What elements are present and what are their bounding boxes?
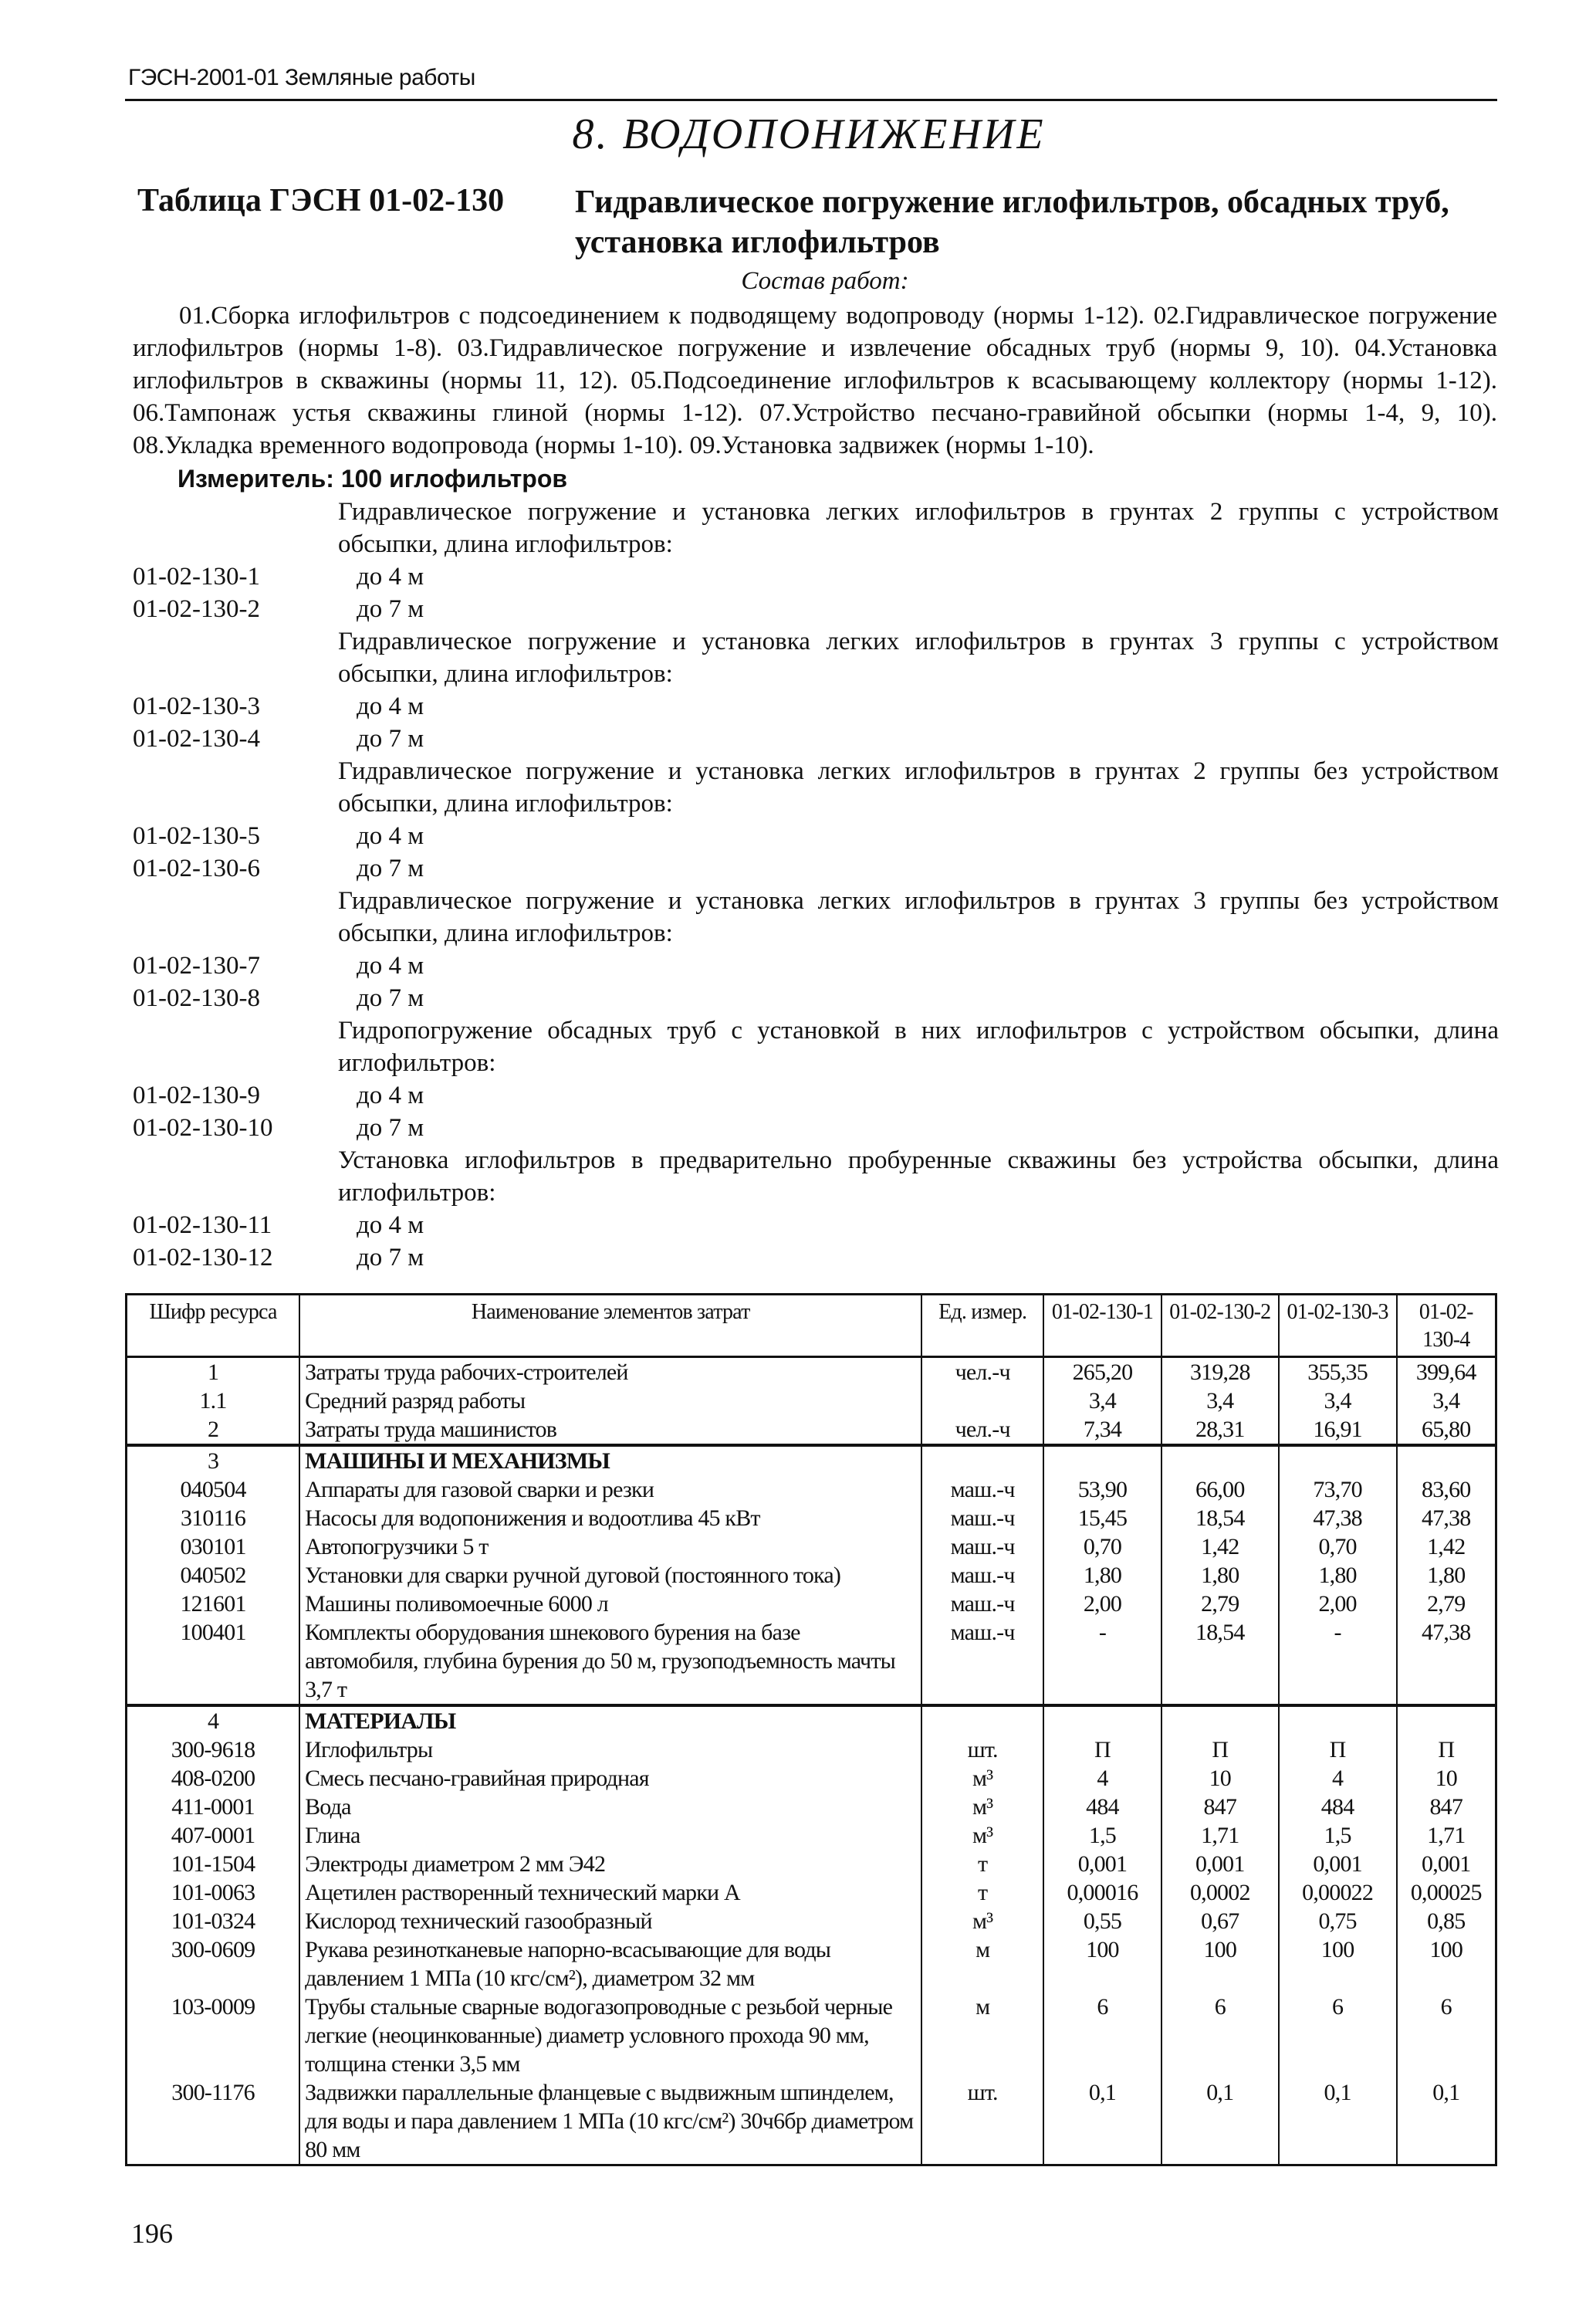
unit: маш.-ч [921,1590,1043,1618]
norm-value [1397,1705,1496,1735]
norm-value: 3,4 [1397,1387,1496,1415]
table-row [127,1735,1496,1764]
norm-code: 01-02-130-9 [133,1082,260,1109]
column-header: 01-02-130-2 [1161,1295,1279,1357]
table-header-row [127,1295,1496,1357]
unit: шт. [921,2078,1043,2165]
norm-value [1043,1445,1161,1475]
column-header: 01-02-130-4 [1397,1295,1496,1357]
norm-item [133,852,1499,885]
norm-value: 47,38 [1397,1504,1496,1532]
norm-item [133,1241,1499,1274]
norm-value: 0,001 [1161,1850,1279,1878]
resource-code: 100401 [127,1618,300,1705]
norm-item [133,690,1499,723]
norm-value: 0,75 [1279,1907,1397,1935]
norm-value: 3,4 [1161,1387,1279,1415]
resource-code: 300-0609 [127,1935,300,1993]
norm-length: до 4 м [357,563,424,591]
table-title: Гидравлическое погружение иглофильтров, обсадных труб, установка иглофильтров [575,185,1449,260]
norm-value: 1,5 [1279,1821,1397,1850]
norm-value: 1,80 [1161,1561,1279,1590]
table-row [127,1387,1496,1415]
unit: маш.-ч [921,1618,1043,1705]
unit: м [921,1993,1043,2078]
norm-length: до 7 м [357,1114,424,1142]
norm-value: 265,20 [1043,1357,1161,1387]
norm-value: 65,80 [1397,1415,1496,1445]
norm-value: 1,42 [1161,1532,1279,1561]
column-header: 01-02-130-1 [1043,1295,1161,1357]
unit: маш.-ч [921,1475,1043,1504]
norm-value: 0,00016 [1043,1878,1161,1907]
norm-value: 0,1 [1279,2078,1397,2165]
norm-value: П [1043,1735,1161,1764]
norm-value: 0,00022 [1279,1878,1397,1907]
unit: шт. [921,1735,1043,1764]
table-row [127,1504,1496,1532]
norm-value: 6 [1043,1993,1161,2078]
table-row [127,1618,1496,1705]
norm-length: до 4 м [357,1082,424,1109]
norm-value: 0,55 [1043,1907,1161,1935]
table-row [127,1793,1496,1821]
norm-value [1161,1445,1279,1475]
norm-value: 355,35 [1279,1357,1397,1387]
norm-value: 6 [1397,1993,1496,2078]
norm-code: 01-02-130-12 [133,1244,273,1271]
norm-value: 1,71 [1397,1821,1496,1850]
norm-value: 0,1 [1043,2078,1161,2165]
norm-value: - [1043,1618,1161,1705]
resource-name: Затраты труда рабочих-строителей [299,1357,921,1387]
running-header: ГЭСН-2001-01 Земляные работы [128,65,475,90]
resource-name: Аппараты для газовой сварки и резки [299,1475,921,1504]
unit: маш.-ч [921,1504,1043,1532]
norm-code: 01-02-130-5 [133,822,260,850]
norm-value: 2,79 [1161,1590,1279,1618]
norm-value: 0,67 [1161,1907,1279,1935]
resource-name: Установки для сварки ручной дуговой (постоянного тока) [299,1561,921,1590]
resource-code: 2 [127,1415,300,1445]
norm-value: 4 [1279,1764,1397,1793]
norm-list [133,496,1499,1274]
resource-name: МАТЕРИАЛЫ [299,1705,921,1735]
unit [921,1445,1043,1475]
table-row [127,1878,1496,1907]
unit: м³ [921,1764,1043,1793]
norm-value: 0,0002 [1161,1878,1279,1907]
column-header: 01-02-130-3 [1279,1295,1397,1357]
norm-group-text: Гидропогружение обсадных труб с установкой в них иглофильтров с устройством обсыпки, длина иглофильтров: [338,1017,1499,1077]
resource-name: Трубы стальные сварные водогазопроводные с резьбой черные легкие (неоцинкованные) диаметр условного прохода 90 мм, толщина стенки 3,5 мм [299,1993,921,2078]
section-title: 8. ВОДОПОНИЖЕНИЕ [572,110,1046,158]
unit: чел.-ч [921,1357,1043,1387]
resource-code: 408-0200 [127,1764,300,1793]
norm-value: 47,38 [1279,1504,1397,1532]
norm-value: 0,001 [1397,1850,1496,1878]
table-row [127,1357,1496,1387]
unit [921,1705,1043,1735]
norm-value: 18,54 [1161,1618,1279,1705]
norm-value: 2,00 [1279,1590,1397,1618]
resource-code: 030101 [127,1532,300,1561]
norm-value: 0,1 [1161,2078,1279,2165]
resource-name: Средний разряд работы [299,1387,921,1415]
norm-length: до 7 м [357,725,424,753]
resource-code: 101-0063 [127,1878,300,1907]
norm-code: 01-02-130-1 [133,563,260,591]
norm-item [133,593,1499,625]
resource-code: 1.1 [127,1387,300,1415]
norm-value: 0,1 [1397,2078,1496,2165]
norm-length: до 4 м [357,952,424,980]
table-row [127,1561,1496,1590]
unit: м³ [921,1793,1043,1821]
norm-value: 3,4 [1279,1387,1397,1415]
norm-length: до 4 м [357,822,424,850]
norm-value: 16,91 [1279,1415,1397,1445]
norm-code: 01-02-130-11 [133,1211,272,1239]
norm-value [1279,1705,1397,1735]
resource-name: Кислород технический газообразный [299,1907,921,1935]
norm-value: 1,5 [1043,1821,1161,1850]
norm-group-text: Установка иглофильтров в предварительно пробуренные скважины без устройства обсыпки, длина иглофильтров: [338,1146,1499,1207]
norm-length: до 7 м [357,595,424,623]
norm-value: 1,80 [1397,1561,1496,1590]
resource-code: 3 [127,1445,300,1475]
norm-code: 01-02-130-6 [133,855,260,882]
norm-value: 3,4 [1043,1387,1161,1415]
table-row [127,1850,1496,1878]
table-row [127,2078,1496,2165]
resource-code: 300-9618 [127,1735,300,1764]
resource-name: Машины поливомоечные 6000 л [299,1590,921,1618]
table-row [127,1475,1496,1504]
norm-value: 0,70 [1279,1532,1397,1561]
norm-value: П [1279,1735,1397,1764]
norm-length: до 7 м [357,984,424,1012]
norm-value [1161,1705,1279,1735]
norm-value: 0,70 [1043,1532,1161,1561]
norm-item [133,723,1499,755]
table-row [127,1532,1496,1561]
resource-code: 121601 [127,1590,300,1618]
norm-length: до 7 м [357,855,424,882]
work-heading: Состав работ: [741,267,909,295]
norm-item [133,1079,1499,1112]
table-label: Таблица ГЭСН 01-02-130 [137,183,505,218]
unit: м³ [921,1907,1043,1935]
norm-value: 10 [1397,1764,1496,1793]
norm-value: 484 [1279,1793,1397,1821]
norm-value [1043,1705,1161,1735]
resource-code: 101-1504 [127,1850,300,1878]
resource-name: Автопогрузчики 5 т [299,1532,921,1561]
norm-code: 01-02-130-8 [133,984,260,1012]
norm-code: 01-02-130-7 [133,952,260,980]
table-row [127,1445,1496,1475]
norm-value: 0,001 [1043,1850,1161,1878]
resource-name: Вода [299,1793,921,1821]
norm-item [133,560,1499,593]
unit: маш.-ч [921,1532,1043,1561]
resource-code: 040502 [127,1561,300,1590]
unit: м³ [921,1821,1043,1850]
resource-code: 1 [127,1357,300,1387]
resource-code: 300-1176 [127,2078,300,2165]
norm-value: 100 [1043,1935,1161,1993]
norm-code: 01-02-130-2 [133,595,260,623]
resource-name: Электроды диаметром 2 мм Э42 [299,1850,921,1878]
resource-code: 4 [127,1705,300,1735]
table-row [127,1907,1496,1935]
table-row [127,1590,1496,1618]
norm-value [1397,1445,1496,1475]
resource-table [125,1293,1497,2166]
norm-group-text: Гидравлическое погружение и установка легких иглофильтров в грунтах 2 группы без устройством обсыпки, длина иглофильтров: [338,757,1499,818]
column-header: Ед. измер. [921,1295,1043,1357]
norm-value: - [1279,1618,1397,1705]
norm-length: до 4 м [357,692,424,720]
unit: т [921,1878,1043,1907]
norm-value: 1,42 [1397,1532,1496,1561]
resource-name: Смесь песчано-гравийная природная [299,1764,921,1793]
norm-value: 847 [1397,1793,1496,1821]
resource-name: МАШИНЫ И МЕХАНИЗМЫ [299,1445,921,1475]
table-row [127,1993,1496,2078]
work-composition: 01.Сборка иглофильтров с подсоединением к подводящему водопроводу (нормы 1-12). 02.Гидравлическое погружение иглофильтров (нормы 1-8). 03.Гидравлическое погружение и извлечение обсадных труб (нормы 9, 10). 04.Установка иглофильтров в скважины (нормы 11, 12). 05.Подсоединение иглофильтров к всасывающему коллектору (нормы 1-12). 06.Тампонаж устья скважины глиной (нормы 1-12). 07.Устройство песчано-гравийной обсыпки (нормы 1-4, 9, 10). 08.Укладка временного водопровода (нормы 1-10). 09.Установка задвижек (нормы 1-10). [133,302,1497,459]
unit [921,1387,1043,1415]
norm-value: 100 [1161,1935,1279,1993]
norm-value: 1,80 [1043,1561,1161,1590]
norm-group-text: Гидравлическое погружение и установка легких иглофильтров в грунтах 2 группы с устройством обсыпки, длина иглофильтров: [338,498,1499,558]
norm-item [133,820,1499,852]
norm-value: 7,34 [1043,1415,1161,1445]
resource-name: Насосы для водопонижения и водоотлива 45 кВт [299,1504,921,1532]
norm-value: 6 [1279,1993,1397,2078]
resource-code: 310116 [127,1504,300,1532]
unit: чел.-ч [921,1415,1043,1445]
norm-length: до 4 м [357,1211,424,1239]
norm-value: 319,28 [1161,1357,1279,1387]
resource-code: 101-0324 [127,1907,300,1935]
norm-value: 73,70 [1279,1475,1397,1504]
resource-code: 103-0009 [127,1993,300,2078]
norm-value: П [1397,1735,1496,1764]
norm-group-text: Гидравлическое погружение и установка легких иглофильтров в грунтах 3 группы без устройством обсыпки, длина иглофильтров: [338,887,1499,947]
page-number: 196 [131,2218,173,2249]
norm-value: 847 [1161,1793,1279,1821]
resource-name: Иглофильтры [299,1735,921,1764]
norm-value: 0,00025 [1397,1878,1496,1907]
resource-code: 411-0001 [127,1793,300,1821]
norm-value: 53,90 [1043,1475,1161,1504]
table-row [127,1415,1496,1445]
norm-value: 28,31 [1161,1415,1279,1445]
norm-value: 18,54 [1161,1504,1279,1532]
norm-value: 2,00 [1043,1590,1161,1618]
header-rule [125,99,1497,101]
norm-value: 1,71 [1161,1821,1279,1850]
table-row [127,1935,1496,1993]
resource-name: Комплекты оборудования шнекового бурения на базе автомобиля, глубина бурения до 50 м, грузоподъемность мачты 3,7 т [299,1618,921,1705]
norm-value: 100 [1279,1935,1397,1993]
norm-value: П [1161,1735,1279,1764]
norm-item [133,950,1499,982]
norm-value: 1,80 [1279,1561,1397,1590]
norm-group-text: Гидравлическое погружение и установка легких иглофильтров в грунтах 3 группы с устройством обсыпки, длина иглофильтров: [338,628,1499,688]
norm-value: 10 [1161,1764,1279,1793]
resource-code: 407-0001 [127,1821,300,1850]
norm-item [133,1112,1499,1144]
norm-value: 484 [1043,1793,1161,1821]
norm-item [133,1209,1499,1241]
norm-value: 2,79 [1397,1590,1496,1618]
norm-code: 01-02-130-3 [133,692,260,720]
resource-name: Ацетилен растворенный технический марки А [299,1878,921,1907]
resource-name: Задвижки параллельные фланцевые с выдвижным шпинделем, для воды и пара давлением 1 МПа (10 кгс/см²) 30ч6бр диаметром 80 мм [299,2078,921,2165]
column-header: Шифр ресурса [127,1295,300,1357]
table-row [127,1821,1496,1850]
norm-value: 83,60 [1397,1475,1496,1504]
norm-item [133,982,1499,1014]
norm-code: 01-02-130-10 [133,1114,273,1142]
column-header: Наименование элементов затрат [299,1295,921,1357]
table-row [127,1705,1496,1735]
norm-value: 66,00 [1161,1475,1279,1504]
norm-length: до 7 м [357,1244,424,1271]
norm-value: 100 [1397,1935,1496,1993]
table-row [127,1764,1496,1793]
norm-code: 01-02-130-4 [133,725,260,753]
norm-value: 4 [1043,1764,1161,1793]
norm-value: 399,64 [1397,1357,1496,1387]
unit: т [921,1850,1043,1878]
norm-value: 0,85 [1397,1907,1496,1935]
unit: м [921,1935,1043,1993]
meter: Измеритель: 100 иглофильтров [178,465,568,493]
unit: маш.-ч [921,1561,1043,1590]
resource-name: Рукава резинотканевые напорно-всасывающие для воды давлением 1 МПа (10 кгс/см²), диаметром 32 мм [299,1935,921,1993]
norm-value: 6 [1161,1993,1279,2078]
resource-name: Глина [299,1821,921,1850]
norm-value: 47,38 [1397,1618,1496,1705]
norm-value: 15,45 [1043,1504,1161,1532]
resource-name: Затраты труда машинистов [299,1415,921,1445]
resource-code: 040504 [127,1475,300,1504]
norm-value [1279,1445,1397,1475]
norm-value: 0,001 [1279,1850,1397,1878]
